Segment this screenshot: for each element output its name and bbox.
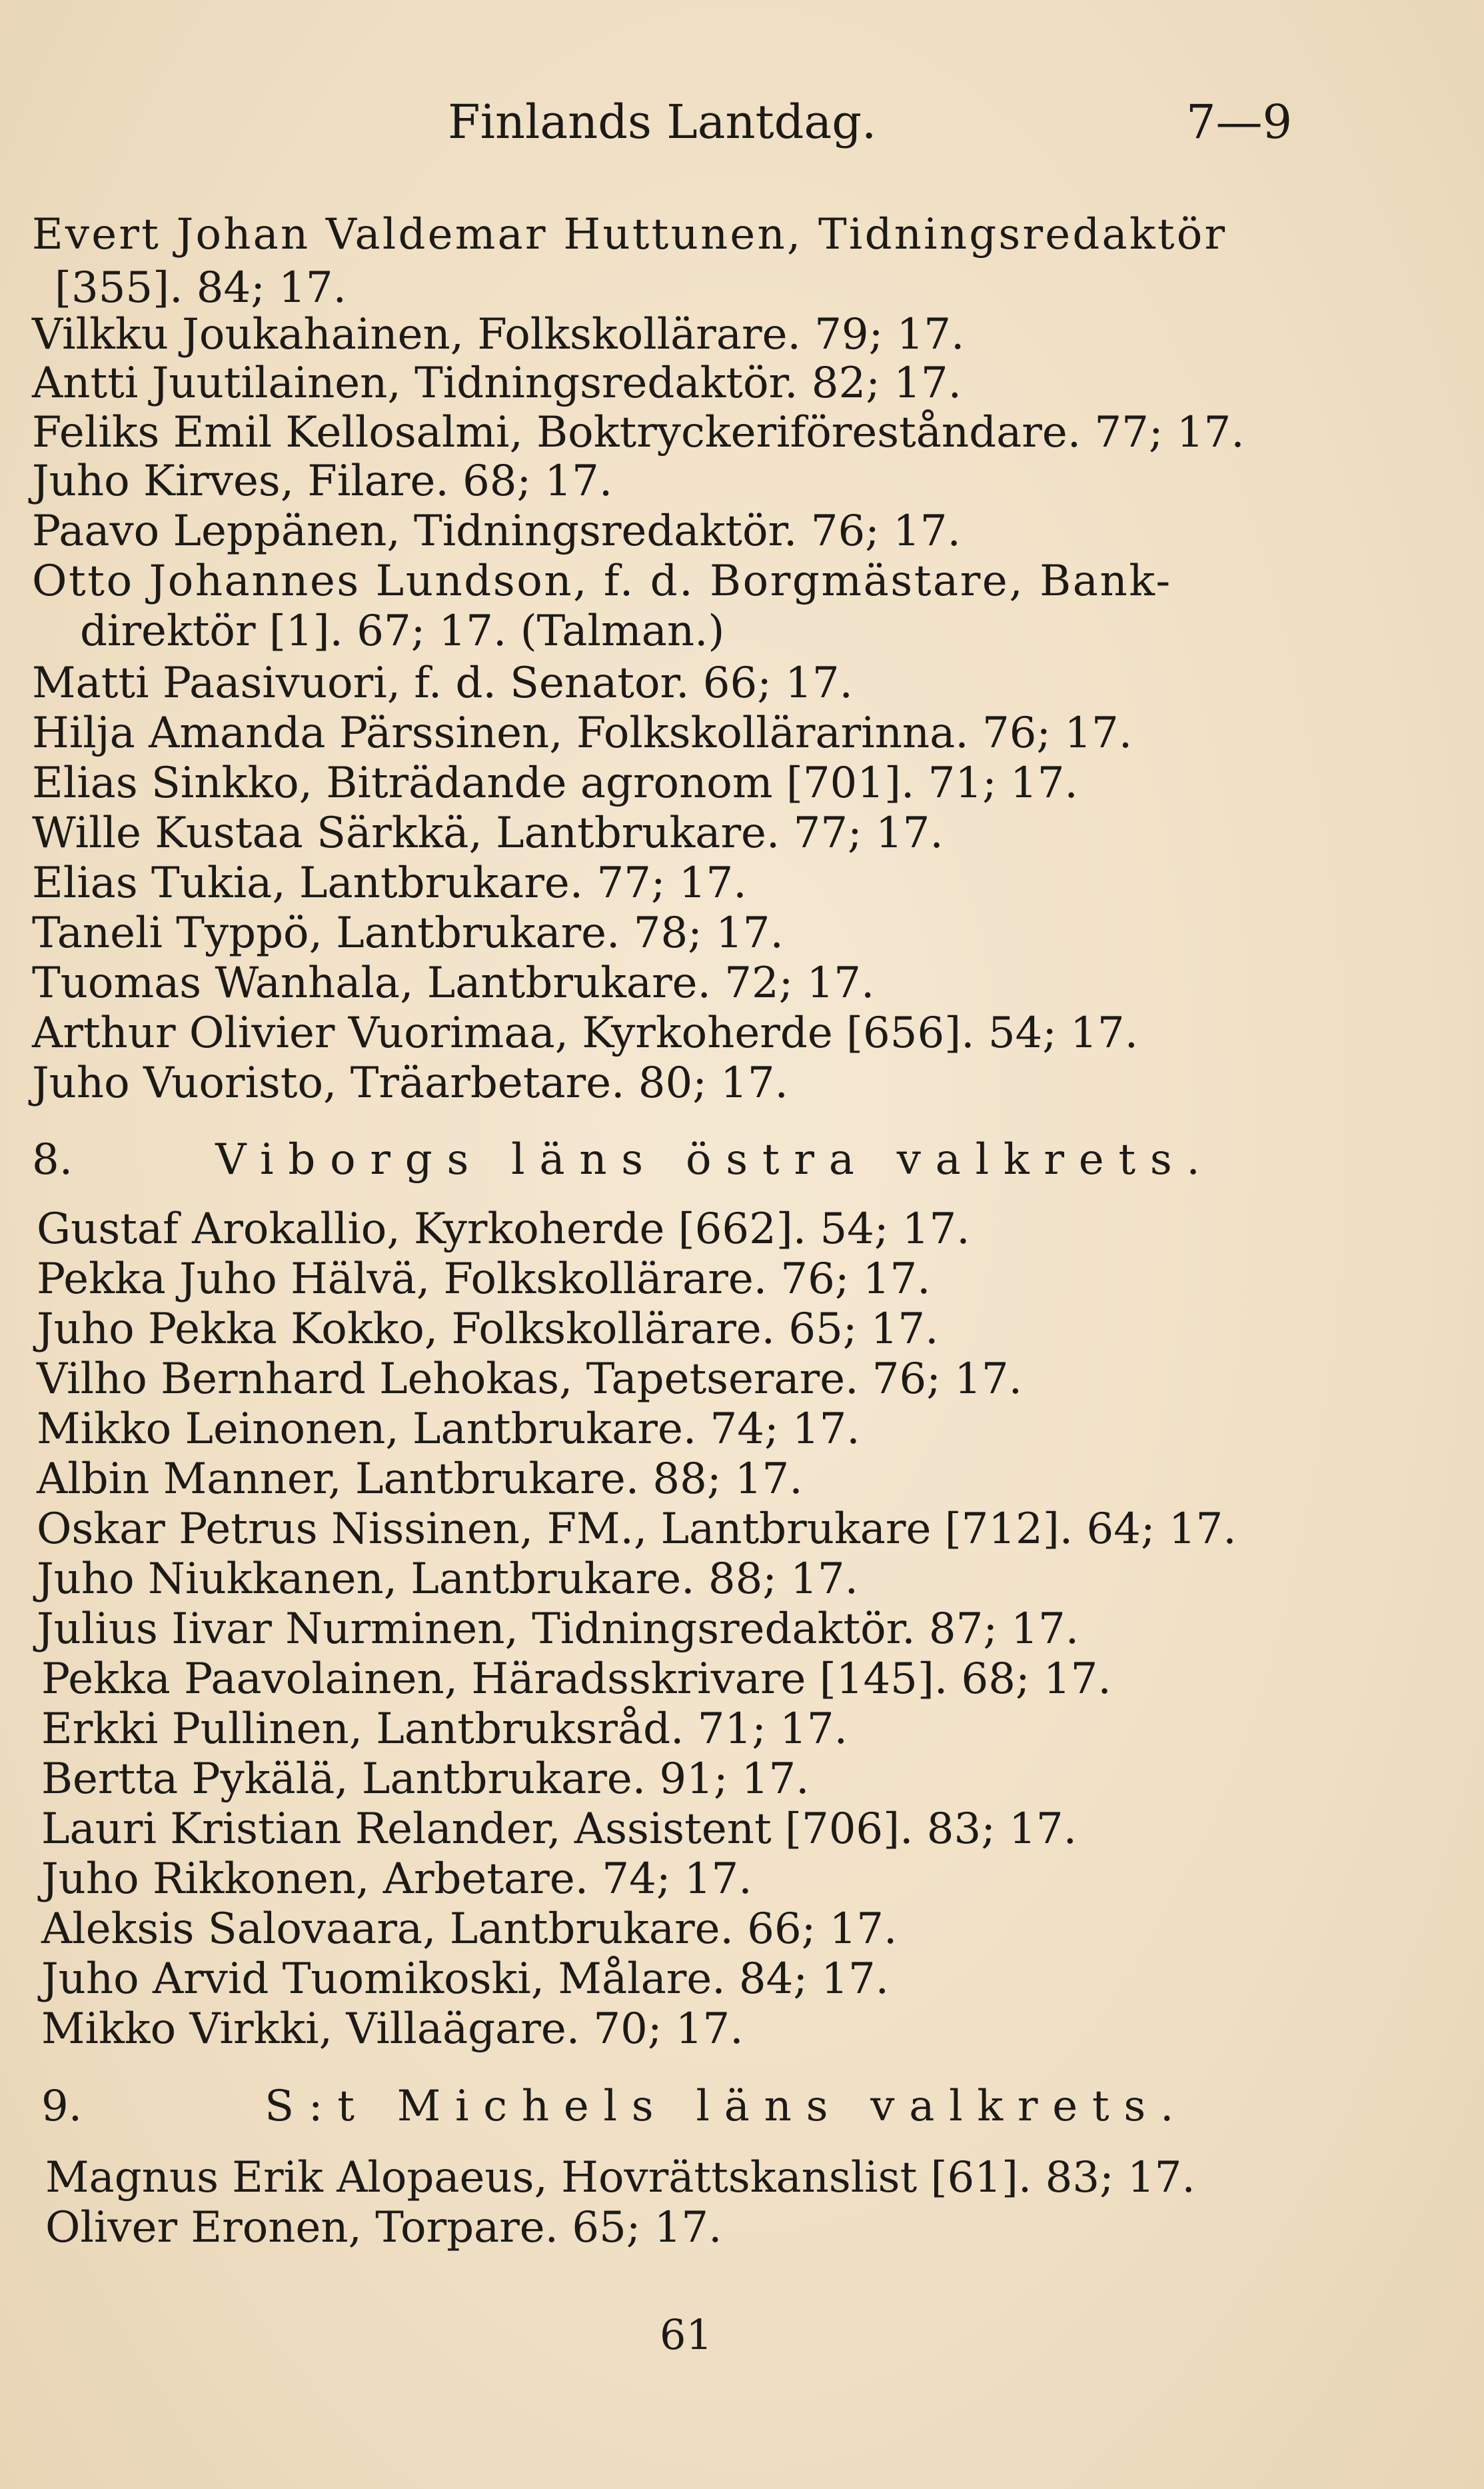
list-item: Juho Pekka Kokko, Folkskollärare. 65; 17. (37, 1304, 939, 1354)
list-item: Magnus Erik Alopaeus, Hovrättskanslist [61]. 83; 17. (45, 2153, 1195, 2202)
list-item: Pekka Juho Hälvä, Folkskollärare. 76; 17. (37, 1254, 931, 1304)
list-item: Arthur Olivier Vuorimaa, Kyrkoherde [656]. 54; 17. (32, 1009, 1138, 1058)
list-item: Oliver Eronen, Torpare. 65; 17. (45, 2203, 722, 2252)
list-item: Taneli Typpö, Lantbrukare. 78; 17. (32, 909, 784, 958)
section-title: Viborgs läns östra valkrets. (215, 1135, 1215, 1185)
list-item: Aleksis Salovaara, Lantbrukare. 66; 17. (41, 1904, 898, 1954)
list-item: Mikko Virkki, Villaägare. 70; 17. (41, 2004, 744, 2054)
list-item: Juho Kirves, Filare. 68; 17. (32, 457, 613, 506)
list-item: Juho Niukkanen, Lantbrukare. 88; 17. (37, 1554, 858, 1604)
list-item: Mikko Leinonen, Lantbrukare. 74; 17. (37, 1404, 860, 1454)
list-item: Juho Vuoristo, Träarbetare. 80; 17. (32, 1059, 788, 1108)
list-item: Tuomas Wanhala, Lantbrukare. 72; 17. (32, 959, 875, 1008)
list-item: Antti Juutilainen, Tidningsredaktör. 82; 17. (32, 359, 962, 408)
list-item: Gustaf Arokallio, Kyrkoherde [662]. 54; 17. (37, 1205, 970, 1254)
list-item: Bertta Pykälä, Lantbrukare. 91; 17. (41, 1754, 810, 1804)
list-item: Wille Kustaa Särkkä, Lantbrukare. 77; 17. (32, 809, 944, 858)
section-number: 9. (41, 2082, 83, 2131)
list-item: Julius Iivar Nurminen, Tidningsredaktör. 87; 17. (37, 1604, 1080, 1654)
section-heading (32, 1135, 1215, 1185)
list-item: Pekka Paavolainen, Häradsskrivare [145]. 68; 17. (41, 1654, 1112, 1704)
list-item: Albin Manner, Lantbrukare. 88; 17. (37, 1454, 803, 1504)
running-header-title: Finlands Lantdag. (448, 95, 877, 149)
list-item: Oskar Petrus Nissinen, FM., Lantbrukare [712]. 64; 17. (37, 1504, 1237, 1554)
list-item: Juho Rikkonen, Arbetare. 74; 17. (41, 1854, 752, 1904)
list-item: Elias Sinkko, Biträdande agronom [701]. 71; 17. (32, 759, 1078, 808)
list-item: Feliks Emil Kellosalmi, Boktryckeriföreståndare. 77; 17. (32, 408, 1245, 457)
list-item: Lauri Kristian Relander, Assistent [706]. 83; 17. (41, 1804, 1077, 1854)
section-number: 8. (32, 1135, 73, 1185)
section-title: S:t Michels läns valkrets. (265, 2082, 1189, 2131)
list-item: Vilkku Joukahainen, Folkskollärare. 79; 17. (32, 310, 965, 359)
list-item: Matti Paasivuori, f. d. Senator. 66; 17. (32, 659, 853, 708)
list-item: Paavo Leppänen, Tidningsredaktör. 76; 17. (32, 507, 961, 556)
list-item: Erkki Pullinen, Lantbruksråd. 71; 17. (41, 1704, 848, 1754)
list-item: direktör [1]. 67; 17. (Talman.) (80, 607, 725, 656)
list-item: [355]. 84; 17. (55, 263, 347, 313)
page-number: 61 (660, 2310, 712, 2359)
list-item: Otto Johannes Lundson, f. d. Borgmästare, Bank- (32, 557, 1172, 606)
list-item: Hilja Amanda Pärssinen, Folkskollärarinna. 76; 17. (32, 709, 1133, 758)
list-item: Vilho Bernhard Lehokas, Tapetserare. 76; 17. (37, 1354, 1022, 1404)
running-header-range: 7—9 (1186, 95, 1293, 149)
list-item: Juho Arvid Tuomikoski, Målare. 84; 17. (41, 1954, 889, 2004)
section-heading (41, 2082, 1189, 2131)
list-item: Evert Johan Valdemar Huttunen, Tidningsredaktör (32, 210, 1227, 259)
list-item: Elias Tukia, Lantbrukare. 77; 17. (32, 859, 747, 908)
